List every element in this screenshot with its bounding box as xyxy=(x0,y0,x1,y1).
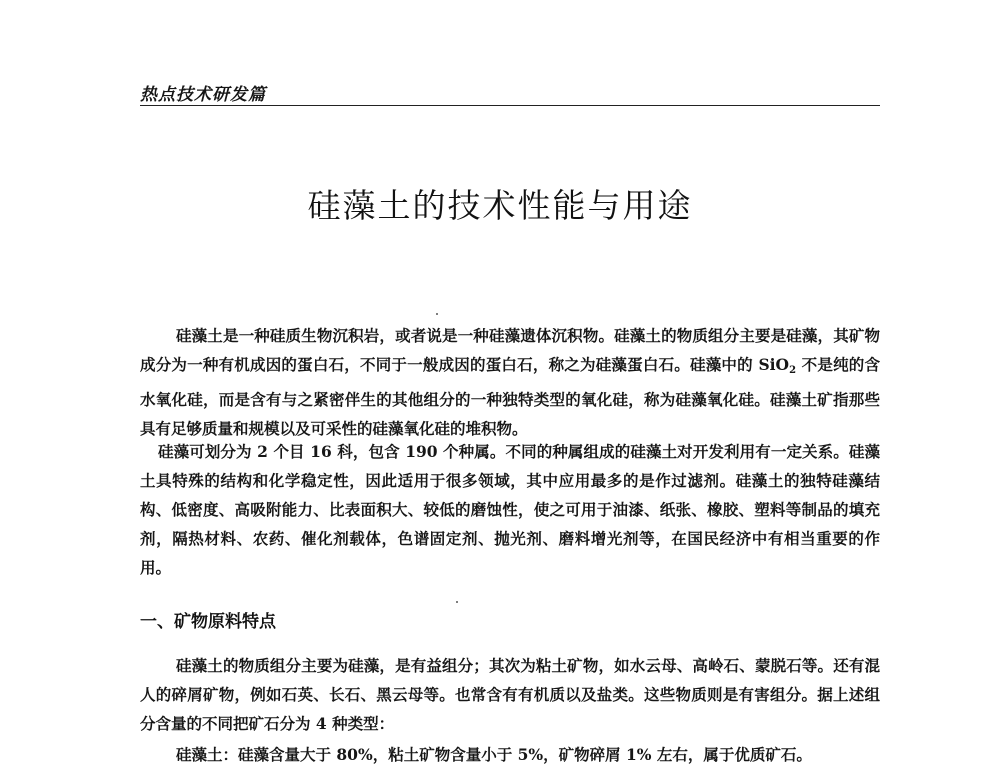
paragraph-text: 硅藻土是一种硅质生物沉积岩，或者说是一种硅藻遗体沉积物。硅藻土的物质组分主要是硅藻，其矿物成分为一种有机成因的蛋白石，不同于一般成因的蛋白石，称之为硅藻蛋白石。硅藻中的 SiO xyxy=(140,326,880,374)
paragraph-text: 不是纯的含水氧化硅，而是含有与之紧密伴生的其他组分的一种独特类型的氧化硅，称为硅藻氧化硅。硅藻土矿指那些具有足够质量和规模以及可采性的硅藻氧化硅的堆积物。 xyxy=(140,355,880,438)
running-header: 热点技术研发篇 xyxy=(140,85,266,105)
section-heading: 一、矿物原料特点 xyxy=(140,612,276,632)
formula-subscript: 2 xyxy=(789,365,797,376)
paragraph: 硅藻土的物质组分主要为硅藻，是有益组分；其次为粘土矿物，如水云母、高岭石、蒙脱石等。还有混人的碎屑矿物，例如石英、长石、黑云母等。也常含有有机质以及盐类。这些物质则是有害组分。据上述组分含量的不同把矿石分为 4 种类型： xyxy=(140,656,880,733)
paragraph-partial: 硅藻土：硅藻含量大于 80%，粘土矿物含量小于 5%，矿物碎屑 1% 左右，属于优质矿石。 xyxy=(176,745,812,764)
scan-speck xyxy=(436,313,438,315)
scan-speck xyxy=(456,601,458,603)
article-title: 硅藻土的技术性能与用途 xyxy=(307,186,693,225)
paragraph: 硅藻可划分为 2 个目 16 科，包含 190 个种属。不同的种属组成的硅藻土对开发利用有一定关系。硅藻土具特殊的结构和化学稳定性，因此适用于很多领域，其中应用最多的是作过滤剂。硅藻土的独特硅藻结构、低密度、高吸附能力、比表面积大、较低的磨蚀性，使之可用于油漆、纸张、橡胶、塑料等制品的填充剂，隔热材料、农药、催化剂载体，色谱固定剂、抛光剂、磨料增光剂等，在国民经济中有相当重要的作用。 xyxy=(140,442,880,577)
paragraph xyxy=(140,321,880,443)
header-rule xyxy=(140,105,880,106)
